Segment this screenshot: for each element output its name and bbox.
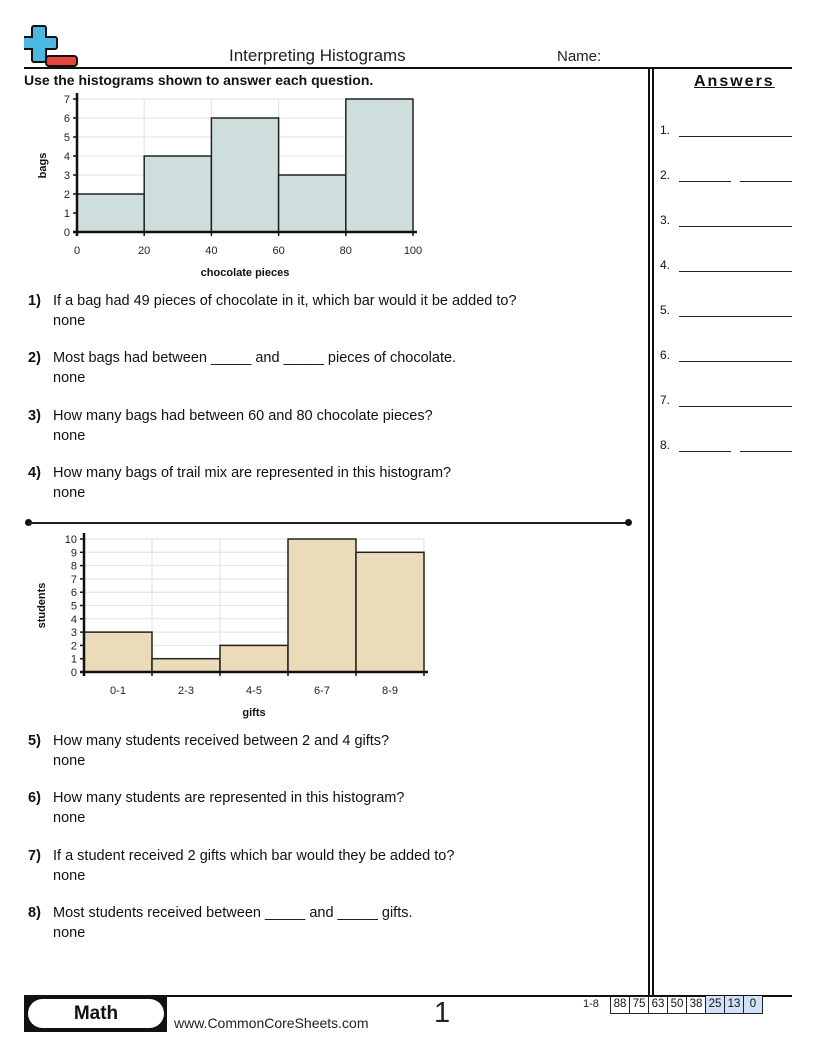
question-text: Most bags had between _____ and _____ pieces of chocolate. [53,350,457,366]
score-cell: 75 [630,996,649,1013]
score-cell: 25 [706,996,725,1013]
answer-number: 2. [660,168,671,182]
y-tick-label: 1 [63,208,70,220]
question-answer: none [53,868,86,884]
question-answer: none [53,810,86,826]
question-number: 5) [28,733,41,749]
question-text: If a bag had 49 pieces of chocolate in it, which bar would it be added to? [53,293,517,309]
page-title: Interpreting Histograms [229,46,406,65]
y-tick-label: 1 [70,653,77,666]
question-answer: none [53,485,86,501]
answer-number: 3. [660,213,671,227]
question-text: If a student received 2 gifts which bar would they be added to? [53,848,455,864]
question-number: 1) [28,293,41,309]
x-axis-label: chocolate pieces [200,267,290,279]
x-tick-label: 100 [403,245,423,257]
score-cell: 88 [611,996,630,1013]
y-tick-label: 0 [63,227,70,239]
x-tick-label: 40 [205,245,218,257]
x-tick-label: 8-9 [382,685,398,697]
question-answer: none [53,428,86,444]
x-tick-label: 0 [73,245,81,257]
question-number: 3) [28,408,41,424]
question-number: 4) [28,465,41,481]
score-cell: 0 [744,996,763,1013]
answer-number: 5. [660,303,671,317]
answer-number: 8. [660,438,671,452]
question-text: How many students received between 2 and 4 gifts? [53,733,390,749]
y-tick-label: 2 [70,640,77,653]
y-tick-label: 4 [70,613,77,626]
y-tick-label: 0 [70,667,77,679]
bar [84,632,152,672]
score-cell: 38 [687,996,706,1013]
y-tick-label: 9 [70,547,77,560]
y-tick-label: 5 [70,600,77,613]
x-tick-label: 2-3 [178,685,194,697]
x-tick-label: 4-5 [246,685,262,697]
score-cell: 50 [668,996,687,1013]
score-table [610,996,763,1014]
score-cell: 13 [725,996,744,1013]
x-tick-label: 6-7 [314,685,330,697]
y-tick-label: 8 [70,560,77,573]
y-axis-label: bags [37,152,49,179]
y-tick-label: 10 [64,534,77,546]
y-tick-label: 7 [70,573,77,586]
question-number: 7) [28,848,41,864]
question-number: 2) [28,350,41,366]
bar [288,539,356,672]
question-answer: none [53,313,86,329]
x-tick-label: 80 [339,245,352,257]
y-tick-label: 3 [63,170,70,182]
score-range-label: 1-8 [583,998,599,1010]
question-answer: none [53,370,86,386]
answer-number: 7. [660,393,671,407]
answer-number: 6. [660,348,671,362]
y-tick-label: 4 [63,151,70,163]
question-number: 6) [28,790,41,806]
score-cell: 63 [649,996,668,1013]
website-link[interactable]: www.CommonCoreSheets.com [174,1015,369,1031]
answer-number: 4. [660,258,671,272]
question-text: How many bags of trail mix are represented in this histogram? [53,465,452,481]
x-tick-label: 20 [138,245,151,257]
question-text: How many bags had between 60 and 80 chocolate pieces? [53,408,433,424]
question-answer: none [53,925,86,941]
name-label: Name: [557,48,602,65]
answer-number: 1. [660,123,671,137]
question-text: How many students are represented in this histogram? [53,790,405,806]
y-tick-label: 7 [63,94,70,106]
answers-title: Answers [694,73,775,90]
y-axis-label: students [36,582,48,629]
page-number: 1 [434,997,451,1029]
instructions: Use the histograms shown to answer each question. [24,72,374,88]
y-tick-label: 5 [63,132,70,144]
question-text: Most students received between _____ and _____ gifts. [53,905,413,921]
subject-badge [24,996,167,1032]
y-tick-label: 6 [70,587,77,600]
question-answer: none [53,753,86,769]
question-number: 8) [28,905,41,921]
subject-label: Math [28,999,164,1028]
y-tick-label: 3 [70,627,77,640]
x-axis-label: gifts [242,707,266,719]
bar [152,659,220,672]
x-tick-label: 60 [272,245,285,257]
y-tick-label: 2 [63,189,70,201]
bar [220,645,288,672]
x-tick-label: 0-1 [110,685,126,697]
bar [356,552,424,672]
y-tick-label: 6 [63,113,70,125]
